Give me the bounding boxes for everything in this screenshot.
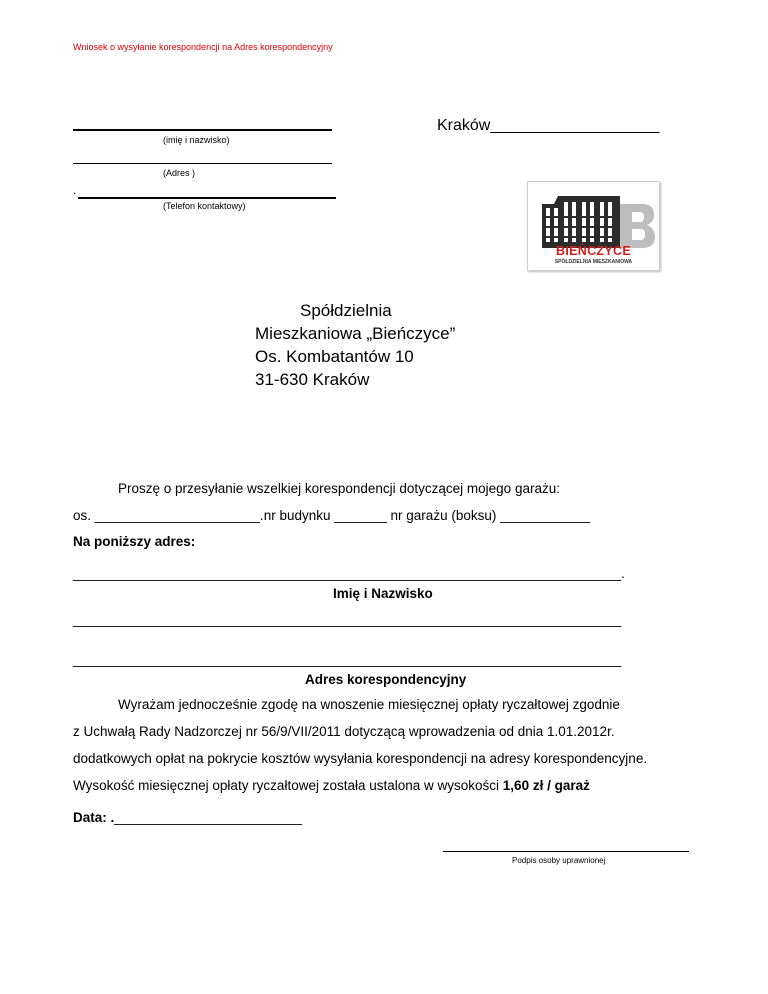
date-label: Data: .	[73, 810, 115, 825]
consent-line-2: z Uchwałą Rady Nadzorczej nr 56/9/VII/2011 dotyczącą wprowadzenia od dnia 1.01.2012r.	[73, 724, 615, 739]
consent-line-4	[73, 778, 590, 793]
recipient-line-1: Spółdzielnia	[300, 301, 392, 320]
logo-brand: BIEŃCZYCE	[556, 244, 631, 258]
address-caption: (Adres )	[163, 168, 196, 178]
address-entry-caption: Adres korespondencyjny	[305, 672, 467, 687]
document-header: Wniosek o wysyłanie korespondencji na Adres korespondencyjny	[73, 42, 333, 52]
consent-fee-text: Wysokość miesięcznej opłaty ryczałtowej została ustalona w wysokości	[73, 778, 503, 793]
consent-fee-amount: 1,60 zł / garaż	[502, 778, 590, 793]
recipient-line-4: 31-630 Kraków	[255, 370, 370, 389]
cooperative-logo	[527, 181, 660, 271]
recipient-line-2: Mieszkaniowa „Bieńczyce”	[255, 324, 456, 343]
phone-prefix: .	[73, 183, 77, 197]
logo-subtitle: SPÓŁDZIELNIA MIESZKANIOWA	[554, 259, 633, 265]
consent-line-1: Wyrażam jednocześnie zgodę na wnoszenie miesięcznej opłaty ryczałtowej zgodnie	[118, 697, 620, 712]
name-entry-caption: Imię i Nazwisko	[333, 586, 433, 601]
date-field	[73, 810, 302, 825]
name-caption: (imię i nazwisko)	[163, 135, 230, 145]
request-intro: Proszę o przesyłanie wszelkiej korespondencji dotyczącej mojego garażu:	[118, 481, 560, 496]
consent-line-3: dodatkowych opłat na pokrycie kosztów wysyłania korespondencji na adresy korespondencyjne.	[73, 751, 648, 766]
phone-caption: (Telefon kontaktowy)	[163, 201, 246, 211]
address-entry-line-2: _________________________________________________________________________	[73, 652, 622, 667]
phone-line	[78, 197, 336, 199]
address-entry-line-1: _________________________________________________________________________	[73, 612, 622, 627]
date-line: _________________________	[114, 810, 302, 825]
address-heading: Na poniższy adres:	[73, 534, 196, 549]
recipient-line-3: Os. Kombatantów 10	[255, 347, 414, 366]
signature-line	[443, 851, 689, 852]
name-entry-line: _________________________________________________________________________.	[73, 566, 625, 581]
name-line	[73, 129, 332, 131]
place-label: Kraków___________________	[437, 117, 660, 134]
signature-caption: Podpis osoby uprawnionej	[512, 856, 606, 865]
request-fields: os. ______________________.nr budynku _______ nr garażu (boksu) ____________	[73, 508, 591, 523]
address-line	[73, 163, 332, 164]
